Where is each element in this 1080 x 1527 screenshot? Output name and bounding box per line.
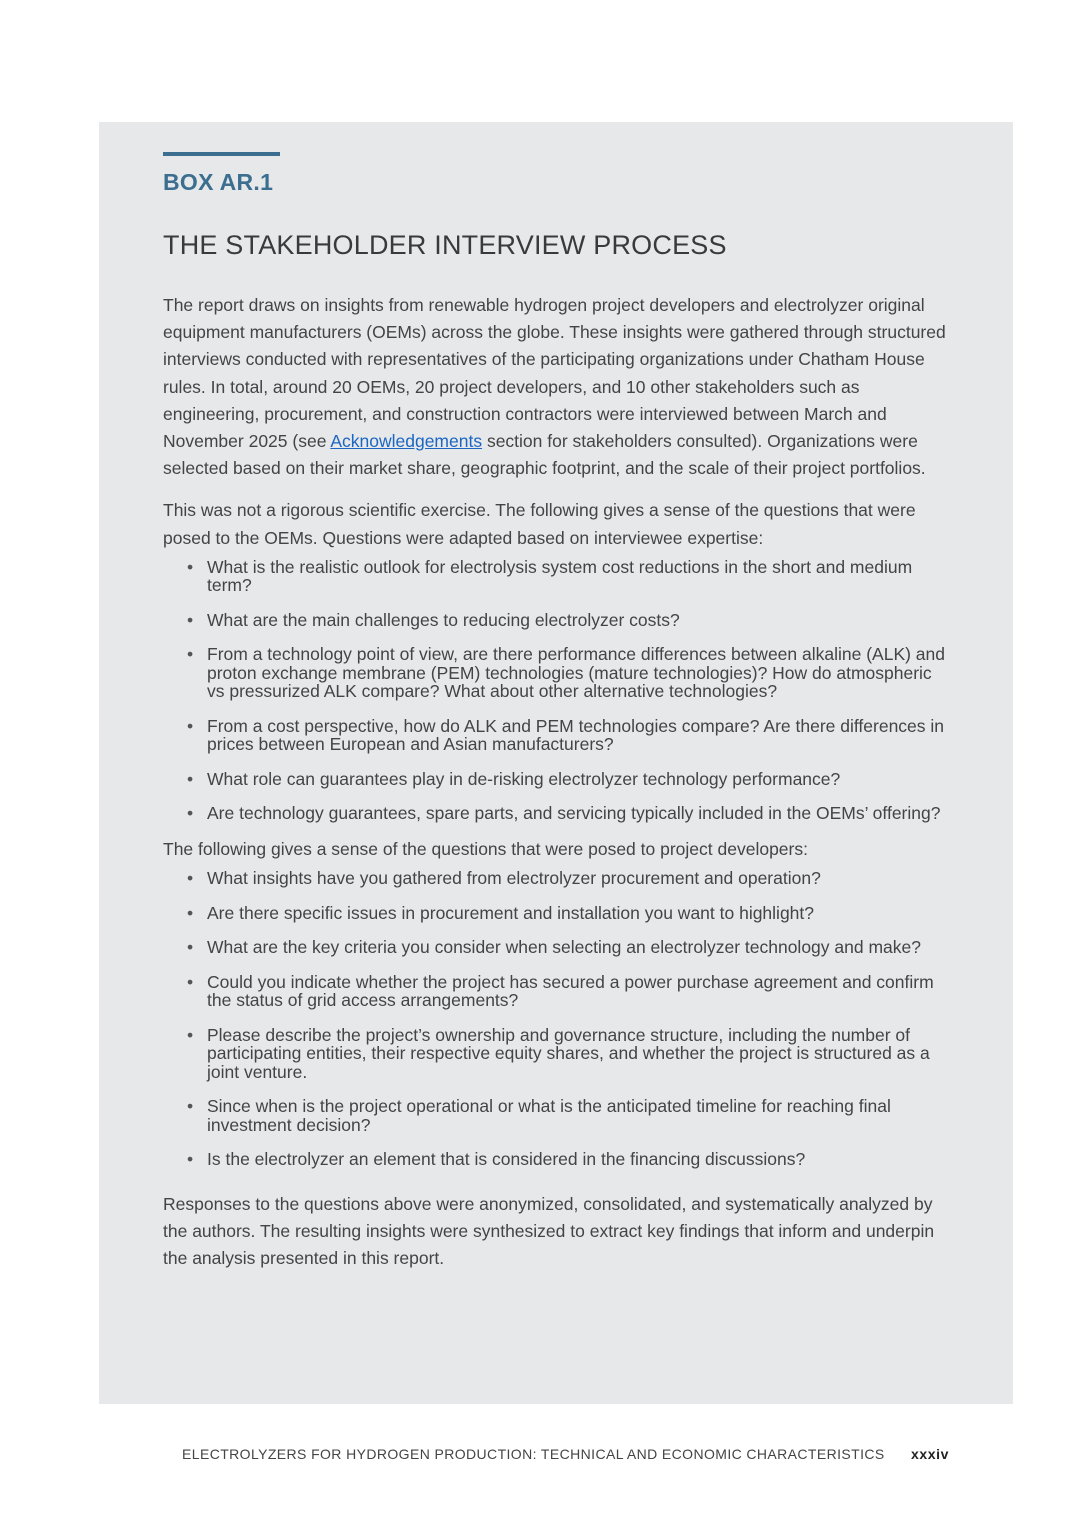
acknowledgements-link[interactable]: Acknowledgements [330,431,483,452]
list-item: • What insights have you gathered from electrolyzer procurement and operation? [185,869,953,888]
page-number: xxxiv [910,1446,949,1462]
list-item: • What are the main challenges to reducing electrolyzer costs? [185,611,953,630]
list-item: • Are there specific issues in procurement and installation you want to highlight? [185,904,953,923]
developer-question-list [163,869,953,1169]
list-item: • From a cost perspective, how do ALK and PEM technologies compare? Are there differences in prices between European and Asian manufacturers? [185,717,953,754]
box-ar1 [99,122,1013,1404]
box-content [163,152,953,1272]
list-item: • What role can guarantees play in de-risking electrolyzer technology performance? [185,770,953,789]
list-item: • Are technology guarantees, spare parts, and servicing typically included in the OEMs’ offering? [185,804,953,823]
developer-intro-paragraph: The following gives a sense of the questions that were posed to project developers: [163,838,808,859]
running-title: ELECTROLYZERS FOR HYDROGEN PRODUCTION: TECHNICAL AND ECONOMIC CHARACTERISTICS [182,1446,885,1462]
closing-paragraph: Responses to the questions above were anonymized, consolidated, and systematically analyzed by the authors. The resulting insights were synthesized to extract key findings that inform and underpin the analysis presented in this report. [163,1193,935,1268]
oem-question-list [163,558,953,823]
list-item: • What are the key criteria you consider when selecting an electrolyzer technology and make? [185,938,953,957]
box-accent-rule [163,152,280,156]
intro-text-after-link: section for stakeholders consulted). Organizations were selected based on their market share, geographic footprint, and the scale of their project portfolios. [163,431,926,479]
list-item: • Since when is the project operational or what is the anticipated timeline for reaching final investment decision? [185,1097,953,1134]
box-title: THE STAKEHOLDER INTERVIEW PROCESS [163,230,727,260]
intro-paragraph [163,292,953,482]
list-item: • What is the realistic outlook for electrolysis system cost reductions in the short and medium term? [185,558,953,595]
list-item: • Please describe the project’s ownership and governance structure, including the number of participating entities, their respective equity shares, and whether the project is structured as a joint venture. [185,1026,953,1082]
box-label: BOX AR.1 [163,169,274,195]
list-item: • Could you indicate whether the project has secured a power purchase agreement and confirm the status of grid access arrangements? [185,973,953,1010]
page-footer [0,1446,949,1462]
list-item: • Is the electrolyzer an element that is considered in the financing discussions? [185,1150,953,1169]
intro-text-before-link: The report draws on insights from renewable hydrogen project developers and electrolyzer original equipment manufacturers (OEMs) across the globe. These insights were gathered through structured interviews conducted with representatives of the participating organizations under Chatham House rules. In total, around 20 OEMs, 20 project developers, and 10 other stakeholders such as engineering, procurement, and construction contractors were interviewed between March and November 2025 (see [163,295,946,452]
list-item: • From a technology point of view, are there performance differences between alkaline (ALK) and proton exchange membrane (PEM) technologies (mature technologies)? How do atmospheric vs pressurized ALK compare? What about other alternative technologies? [185,645,953,701]
oem-intro-paragraph: This was not a rigorous scientific exercise. The following gives a sense of the questions that were posed to the OEMs. Questions were adapted based on interviewee expertise: [163,500,916,548]
